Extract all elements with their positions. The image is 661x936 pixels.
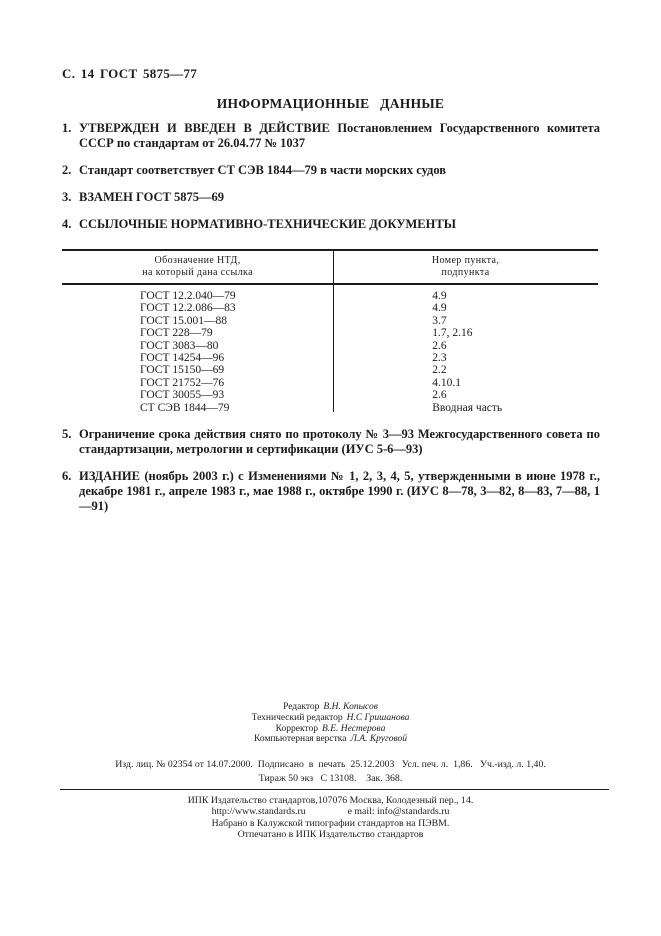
- cell-ntd: ГОСТ 3083—80: [140, 339, 219, 352]
- credit-name: В.Е. Нестерова: [322, 723, 386, 734]
- table-header-ntd: Обозначение НТД, на который дана ссылка: [142, 255, 253, 278]
- publisher-typeset-note: Набрано в Калужской типографии стандартов на ПЭВМ.: [211, 817, 450, 829]
- item-number: 2.: [62, 163, 72, 177]
- info-item: [62, 427, 600, 457]
- item-text: УТВЕРЖДЕН И ВВЕДЕН В ДЕЙСТВИЕ Постановлением Государственного комитета СССР по стандартам от 26.04.77 № 1037: [79, 121, 600, 150]
- cell-clause: 1.7, 2.16: [432, 327, 473, 340]
- credit-line: [0, 713, 661, 724]
- ntd-reference-table: [62, 249, 598, 414]
- info-items-upper: [62, 121, 600, 244]
- table-row: [62, 402, 598, 414]
- table-row: [62, 389, 598, 401]
- item-number: 1.: [62, 121, 72, 135]
- imprint-block: [0, 758, 661, 786]
- cell-clause: 4.9: [432, 302, 447, 315]
- imprint-license-line: Изд. лиц. № 02354 от 14.07.2000. Подписано в печать 25.12.2003 Усл. печ. л. 1,86. Уч.-изд. л. 1,40.: [115, 759, 546, 770]
- credit-line: [0, 734, 661, 745]
- info-item: [62, 190, 600, 205]
- credit-role: Корректор: [275, 723, 319, 734]
- cell-clause: 2.6: [432, 339, 447, 352]
- cell-clause: 2.6: [432, 389, 447, 402]
- info-item: [62, 163, 600, 178]
- credit-role: Редактор: [283, 702, 320, 712]
- publisher-email: e mail: info@standards.ru: [347, 806, 450, 818]
- cell-ntd: ГОСТ 228—79: [140, 327, 213, 340]
- item-number: 5.: [62, 427, 72, 441]
- info-item: [62, 469, 600, 514]
- info-items-lower: [62, 427, 600, 526]
- item-text: ССЫЛОЧНЫЕ НОРМАТИВНО-ТЕХНИЧЕСКИЕ ДОКУМЕНТЫ: [79, 217, 456, 231]
- info-item: [62, 121, 600, 151]
- editorial-credits: [0, 702, 661, 745]
- page-header: С. 14 ГОСТ 5875—77: [62, 66, 198, 81]
- cell-ntd: СТ СЭВ 1844—79: [140, 401, 230, 414]
- item-text: Ограничение срока действия снято по протоколу № 3—93 Межгосударственного совета по стандартизации, метрологии и сертификации (ИУС 5-6—93): [79, 427, 600, 456]
- cell-ntd: ГОСТ 15150—69: [140, 364, 225, 377]
- credit-line: [0, 702, 661, 713]
- cell-ntd: ГОСТ 30055—93: [140, 389, 225, 402]
- credit-role: Компьютерная верстка: [254, 734, 347, 745]
- cell-clause: 4.9: [432, 290, 447, 302]
- cell-clause: 3.7: [432, 314, 447, 327]
- info-item: [62, 217, 600, 232]
- table-row: [62, 364, 598, 376]
- publisher-contacts: [0, 806, 661, 817]
- credit-name: Л.А. Круговой: [350, 734, 407, 745]
- credit-name: Н.С Гришанова: [346, 712, 410, 723]
- doc-title: ИНФОРМАЦИОННЫЕ ДАННЫЕ: [216, 96, 445, 111]
- table-body: [62, 285, 598, 414]
- table-column-divider: [333, 249, 334, 412]
- table-row: [62, 315, 598, 327]
- publisher-address: ИПК Издательство стандартов,107076 Москва, Колодезный пер., 14.: [187, 795, 474, 806]
- cell-ntd: ГОСТ 15.001—88: [140, 314, 228, 327]
- cell-ntd: ГОСТ 21752—76: [140, 376, 225, 389]
- item-number: 4.: [62, 217, 72, 231]
- cell-ntd: ГОСТ 12.2.086—83: [140, 302, 236, 315]
- publisher-printed-note: Отпечатано в ИПК Издательство стандартов: [237, 829, 424, 841]
- item-text: ИЗДАНИЕ (ноябрь 2003 г.) с Изменениями № 1, 2, 3, 4, 5, утвержденными в июне 1978 г., декабре 1981 г., апреле 1983 г., мае 1988 г., октябре 1990 г. (ИУС 8—78, 3—82, 8—83, 7—88, 1—91): [79, 469, 600, 513]
- credit-role: Технический редактор: [251, 712, 343, 723]
- cell-clause: 2.3: [432, 352, 447, 365]
- table-row: [62, 352, 598, 364]
- credit-line: [0, 724, 661, 735]
- publisher-url: http://www.standards.ru: [211, 806, 306, 818]
- table-row: [62, 302, 598, 314]
- table-row: [62, 290, 598, 302]
- publisher-block: [0, 795, 661, 841]
- table-header-row: [62, 249, 598, 285]
- item-text: ВЗАМЕН ГОСТ 5875—69: [79, 190, 224, 204]
- table-header-clause: Номер пункта, подпункта: [431, 255, 500, 278]
- footer-divider-rule: [60, 789, 609, 790]
- item-number: 6.: [62, 469, 72, 483]
- table-row: [62, 327, 598, 339]
- table-row: [62, 377, 598, 389]
- item-number: 3.: [62, 190, 72, 204]
- credit-name: В.Н. Копысов: [323, 702, 378, 712]
- cell-clause: 2.2: [432, 364, 447, 377]
- item-text: Стандарт соответствует СТ СЭВ 1844—79 в части морских судов: [79, 163, 447, 177]
- cell-ntd: ГОСТ 12.2.040—79: [140, 290, 236, 302]
- cell-clause: 4.10.1: [432, 376, 461, 389]
- table-row: [62, 340, 598, 352]
- cell-clause: Вводная часть: [432, 401, 503, 414]
- imprint-print-run-line: Тираж 50 экз С 13108. Зак. 368.: [258, 773, 403, 784]
- cell-ntd: ГОСТ 14254—96: [140, 352, 225, 365]
